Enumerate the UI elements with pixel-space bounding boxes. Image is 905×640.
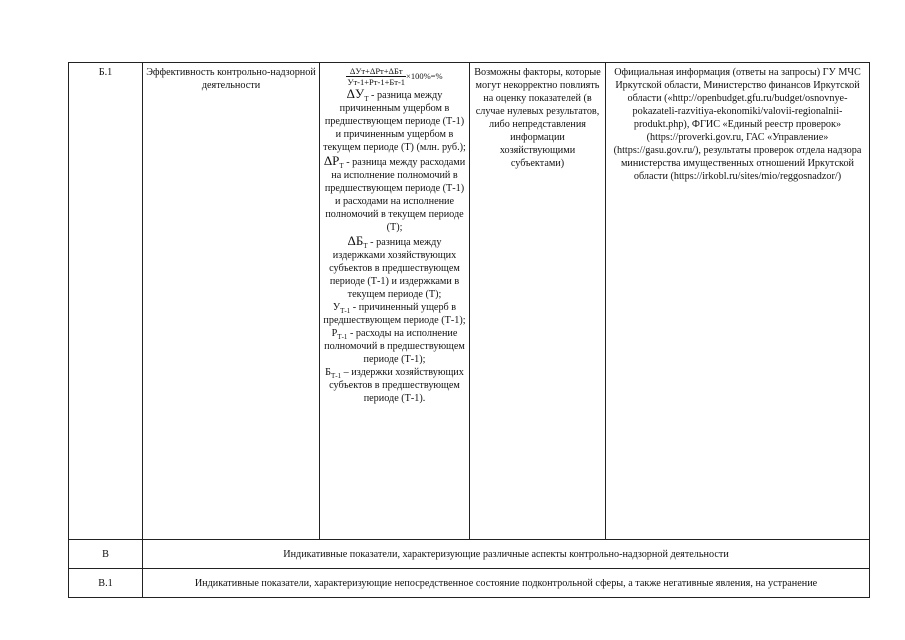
risk-factors: Возможны факторы, которые могут некорректно повлиять на оценку показателей (в случае нулевых результатов, либо непредставления информации хозяйствующими субъектами) — [470, 63, 606, 540]
definition-item: $\Delta У_Т$ - разница между причиненным ущербом в предшествующем периоде (Т-1) и причиненным ущербом в текущем периоде (Т) (млн. руб.); — [323, 86, 466, 153]
formula-cell — [320, 63, 470, 540]
formula-definitions — [323, 87, 466, 405]
table-row-b1 — [69, 63, 870, 540]
table-row-v — [69, 540, 870, 569]
definition-item: $У_{Т-1}$ - причиненный ущерб в предшествующем периоде (Т-1); — [323, 302, 466, 326]
formula — [323, 66, 466, 87]
definition-item: $\Delta Р_Т$ - разница между расходами на исполнение полномочий в предшествующем периоде (Т-1) и расходами на исполнение полномочий в текущем периоде (Т); — [323, 153, 466, 233]
definition-item: $Б_{Т-1}$ – издержки хозяйствующих субъектов в предшествующем периоде (Т-1). — [325, 367, 464, 404]
formula-numerator: ΔУт+ΔРт+ΔБт — [346, 66, 406, 77]
formula-denominator: Ут-1+Рт-1+Бт-1 — [347, 77, 406, 87]
indicator-name: Эффективность контрольно-надзорной деятельности — [143, 63, 320, 540]
data-source: Официальная информация (ответы на запросы) ГУ МЧС Иркутской области, Министерство финансов Иркутской области («http://openbudget.gfu.ru/budget/osnovnye-pokazateli-razvitiya-ekonomiki/valovii-regionalnii-produkt.php), ФГИС «Единый реестр проверок» (https://proverki.gov.ru, ГАС «Управление» (https://gasu.gov.ru/), результаты проверок отдела надзора министерства имущественных отношений Иркутской области (https://irkobl.ru/sites/mio/reggosnadzor/) — [606, 63, 870, 540]
table-row-v1 — [69, 569, 870, 598]
definition-item: $\Delta Б_Т$ - разница между издержками хозяйствующих субъектов в предшествующем периоде (Т-1) и издержками в текущем периоде (Т); — [329, 233, 460, 300]
formula-fraction — [346, 66, 406, 87]
row-number: В.1 — [69, 569, 143, 598]
formula-tail: ×100%=% — [406, 71, 443, 81]
row-number: Б.1 — [69, 63, 143, 540]
section-subheading: Индикативные показатели, характеризующие непосредственное состояние подконтрольной сферы, а также негативные явления, на устранение — [143, 569, 870, 598]
row-number: В — [69, 540, 143, 569]
indicator-table — [68, 62, 870, 598]
definition-item: $Р_{Т-1}$ - расходы на исполнение полномочий в предшествующем периоде (Т-1); — [324, 328, 465, 365]
section-heading: Индикативные показатели, характеризующие различные аспекты контрольно-надзорной деятельности — [143, 540, 870, 569]
